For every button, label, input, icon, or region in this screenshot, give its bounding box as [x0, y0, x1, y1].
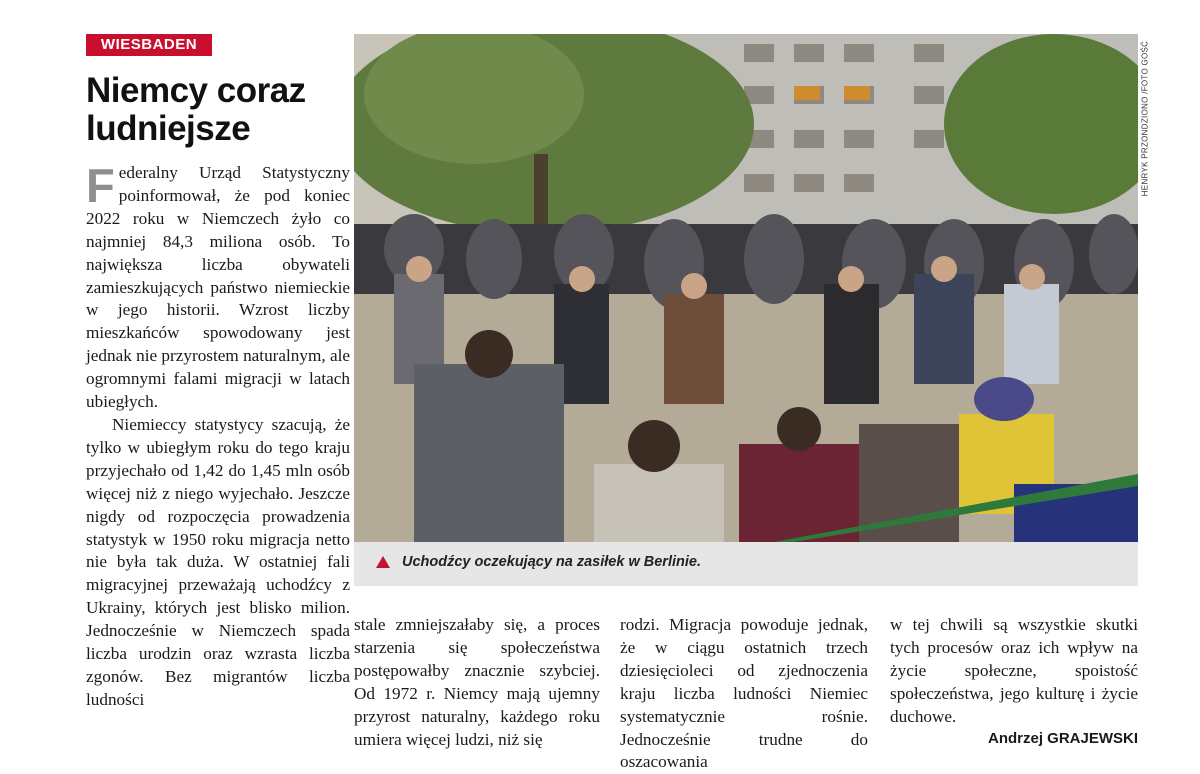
drop-cap: F	[86, 159, 115, 212]
article-column-4: w tej chwili są wszystkie skutki tych procesów oraz ich wpływ na życie społeczne, spoistość społeczeństwa, jego kulturę i życie duchowe.	[890, 615, 1138, 726]
article-column-2: stale zmniejszałaby się, a proces starzenia się społeczeństwa postępowałby znacznie szybciej. Od 1972 r. Niemcy mają ujemny przyrost naturalny, każdego roku umiera więcej ludzi, niż się	[354, 615, 600, 749]
caption-text: Uchodźcy oczekujący na zasiłek w Berlinie.	[402, 554, 701, 570]
headline: Niemcy coraz ludniejsze	[86, 71, 306, 148]
caption-triangle-icon	[376, 556, 390, 568]
article-column-3: rodzi. Migracja powoduje jednak, że w ciągu ostatnich trzech dziesięcioleci od zjednoczenia kraju liczba ludności Niemiec systematycznie rośnie. Jednocześnie trudne do oszacowania	[620, 615, 868, 772]
photo-illustration	[354, 34, 1138, 542]
paragraph-1	[86, 159, 350, 414]
photo-caption	[354, 542, 1138, 586]
section-tag: WIESBADEN	[86, 34, 212, 56]
author-byline: Andrzej GRAJEWSKI	[987, 730, 1138, 747]
photo-credit	[1140, 34, 1150, 204]
paragraph-2: Niemieccy statystycy szacują, że tylko w ubiegłym roku do tego kraju przyjechało od 1,42 do 1,45 mln osób więcej niż z niego wyjechało. Jeszcze nigdy od rozpoczęcia prowadzenia statystyk w 1950 roku migracja netto nie była tak duża. W ostatniej fali migracyjnej przeważają uchodźcy z Ukrainy, których jest blisko milion. Jednocześnie w Niemczech spada liczba urodzin oraz wzrasta liczba zgonów. Bez migrantów liczba ludności	[86, 414, 350, 709]
photo-credit-text: HENRYK PRZONDZIONO /FOTO GOŚĆ	[1140, 40, 1150, 197]
refugees-photo	[354, 34, 1138, 542]
paragraph-1-text: ederalny Urząd Statystyczny poinformował, że pod koniec 2022 roku w Niemczech żyło co najmniej 84,3 miliona osób. To największa liczba obywateli zamieszkujących państwo niemieckie w jego historii. Wzrost liczby mieszkańców spowodowany jest jednak nie przyrostem naturalnym, ale ogromnymi falami migracji w latach ubiegłych.	[86, 163, 350, 412]
article-column-1	[86, 159, 350, 712]
